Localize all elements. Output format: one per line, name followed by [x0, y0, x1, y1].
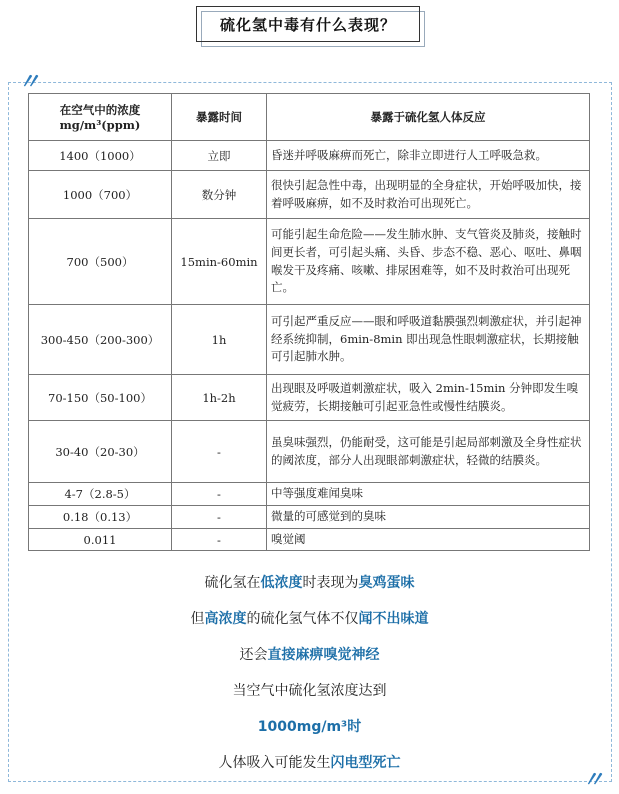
cell-exposure-time: -	[172, 505, 267, 528]
cell-exposure-time: 15min-60min	[172, 219, 267, 305]
cell-exposure-time: -	[172, 528, 267, 551]
table-row	[29, 141, 590, 171]
summary-line-1	[0, 565, 619, 601]
toxicity-table	[28, 93, 590, 551]
highlight-lightning-death: 闪电型死亡	[330, 755, 401, 771]
summary-text: 但	[190, 611, 205, 627]
table-row	[29, 421, 590, 483]
summary-line-4	[0, 673, 619, 709]
cell-exposure-time: -	[172, 483, 267, 506]
highlight-low-concentration: 低浓度	[260, 575, 303, 591]
cell-concentration: 0.18（0.13）	[29, 505, 172, 528]
table-row	[29, 219, 590, 305]
cell-concentration: 30-40（20-30）	[29, 421, 172, 483]
summary-text: 硫化氢在	[204, 575, 261, 591]
cell-concentration: 4-7（2.8-5）	[29, 483, 172, 506]
cell-exposure-time: 立即	[172, 141, 267, 171]
summary-text: 当空气中硫化氢浓度达到	[232, 683, 387, 699]
cell-concentration: 300-450（200-300）	[29, 305, 172, 375]
cell-concentration: 1000（700）	[29, 171, 172, 219]
cell-concentration: 1400（1000）	[29, 141, 172, 171]
table-row	[29, 483, 590, 506]
summary-line-3	[0, 637, 619, 673]
cell-reaction: 可能引起生命危险——发生肺水肿、支气管炎及肺炎，接触时间更长者，可引起头痛、头昏、步态不稳、恶心、呕吐、鼻咽喉发干及疼痛、咳嗽、排尿困难等，如不及时救治可出现死亡。	[267, 219, 590, 305]
summary-text: 还会	[239, 647, 268, 663]
summary-text: 时表现为	[302, 575, 359, 591]
table-header-row	[29, 94, 590, 141]
summary-text: 人体吸入可能发生	[218, 755, 331, 771]
table-row	[29, 171, 590, 219]
cell-reaction: 中等强度难闻臭味	[267, 483, 590, 506]
cell-exposure-time: -	[172, 421, 267, 483]
summary-line-5	[0, 709, 619, 745]
close-quote-icon: 〃	[582, 768, 605, 793]
cell-reaction: 出现眼及呼吸道刺激症状，吸入 2min-15min 分钟即发生嗅觉疲劳，长期接触可引起亚急性或慢性结膜炎。	[267, 375, 590, 421]
cell-reaction: 嗅觉阈	[267, 528, 590, 551]
table-row	[29, 305, 590, 375]
summary-block	[0, 565, 619, 781]
cell-reaction: 可引起严重反应——眼和呼吸道黏膜强烈刺激症状，并引起神经系统抑制，6min-8min 即出现急性眼刺激症状，长期接触可引起肺水肿。	[267, 305, 590, 375]
highlight-high-concentration: 高浓度	[204, 611, 247, 627]
header-exposure-time: 暴露时间	[172, 94, 267, 141]
highlight-rotten-egg-smell: 臭鸡蛋味	[358, 575, 415, 591]
highlight-threshold-value: 1000mg/m³时	[257, 719, 362, 735]
summary-line-2	[0, 601, 619, 637]
summary-text: 的硫化氢气体不仅	[246, 611, 359, 627]
highlight-no-smell: 闻不出味道	[358, 611, 429, 627]
table-row	[29, 375, 590, 421]
table-row	[29, 528, 590, 551]
summary-line-6	[0, 745, 619, 781]
header-concentration-text: 在空气中的浓度 mg/m³(ppm)	[59, 103, 141, 132]
cell-exposure-time: 数分钟	[172, 171, 267, 219]
cell-reaction: 虽臭味强烈，仍能耐受，这可能是引起局部刺激及全身性症状的阈浓度，部分人出现眼部刺激症状，轻微的结膜炎。	[267, 421, 590, 483]
cell-exposure-time: 1h	[172, 305, 267, 375]
cell-concentration: 70-150（50-100）	[29, 375, 172, 421]
table-row	[29, 505, 590, 528]
cell-concentration: 0.011	[29, 528, 172, 551]
cell-exposure-time: 1h-2h	[172, 375, 267, 421]
highlight-olfactory-paralysis: 直接麻痹嗅觉神经	[267, 647, 380, 663]
header-reaction: 暴露于硫化氢人体反应	[267, 94, 590, 141]
cell-concentration: 700（500）	[29, 219, 172, 305]
page-title: 硫化氢中毒有什么表现？	[196, 6, 420, 42]
cell-reaction: 昏迷并呼吸麻痹而死亡，除非立即进行人工呼吸急救。	[267, 141, 590, 171]
header-concentration	[29, 94, 172, 141]
cell-reaction: 很快引起急性中毒，出现明显的全身症状，开始呼吸加快，接着呼吸麻痹，如不及时救治可出现死亡。	[267, 171, 590, 219]
cell-reaction: 微量的可感觉到的臭味	[267, 505, 590, 528]
open-quote-icon: 〃	[18, 70, 41, 95]
